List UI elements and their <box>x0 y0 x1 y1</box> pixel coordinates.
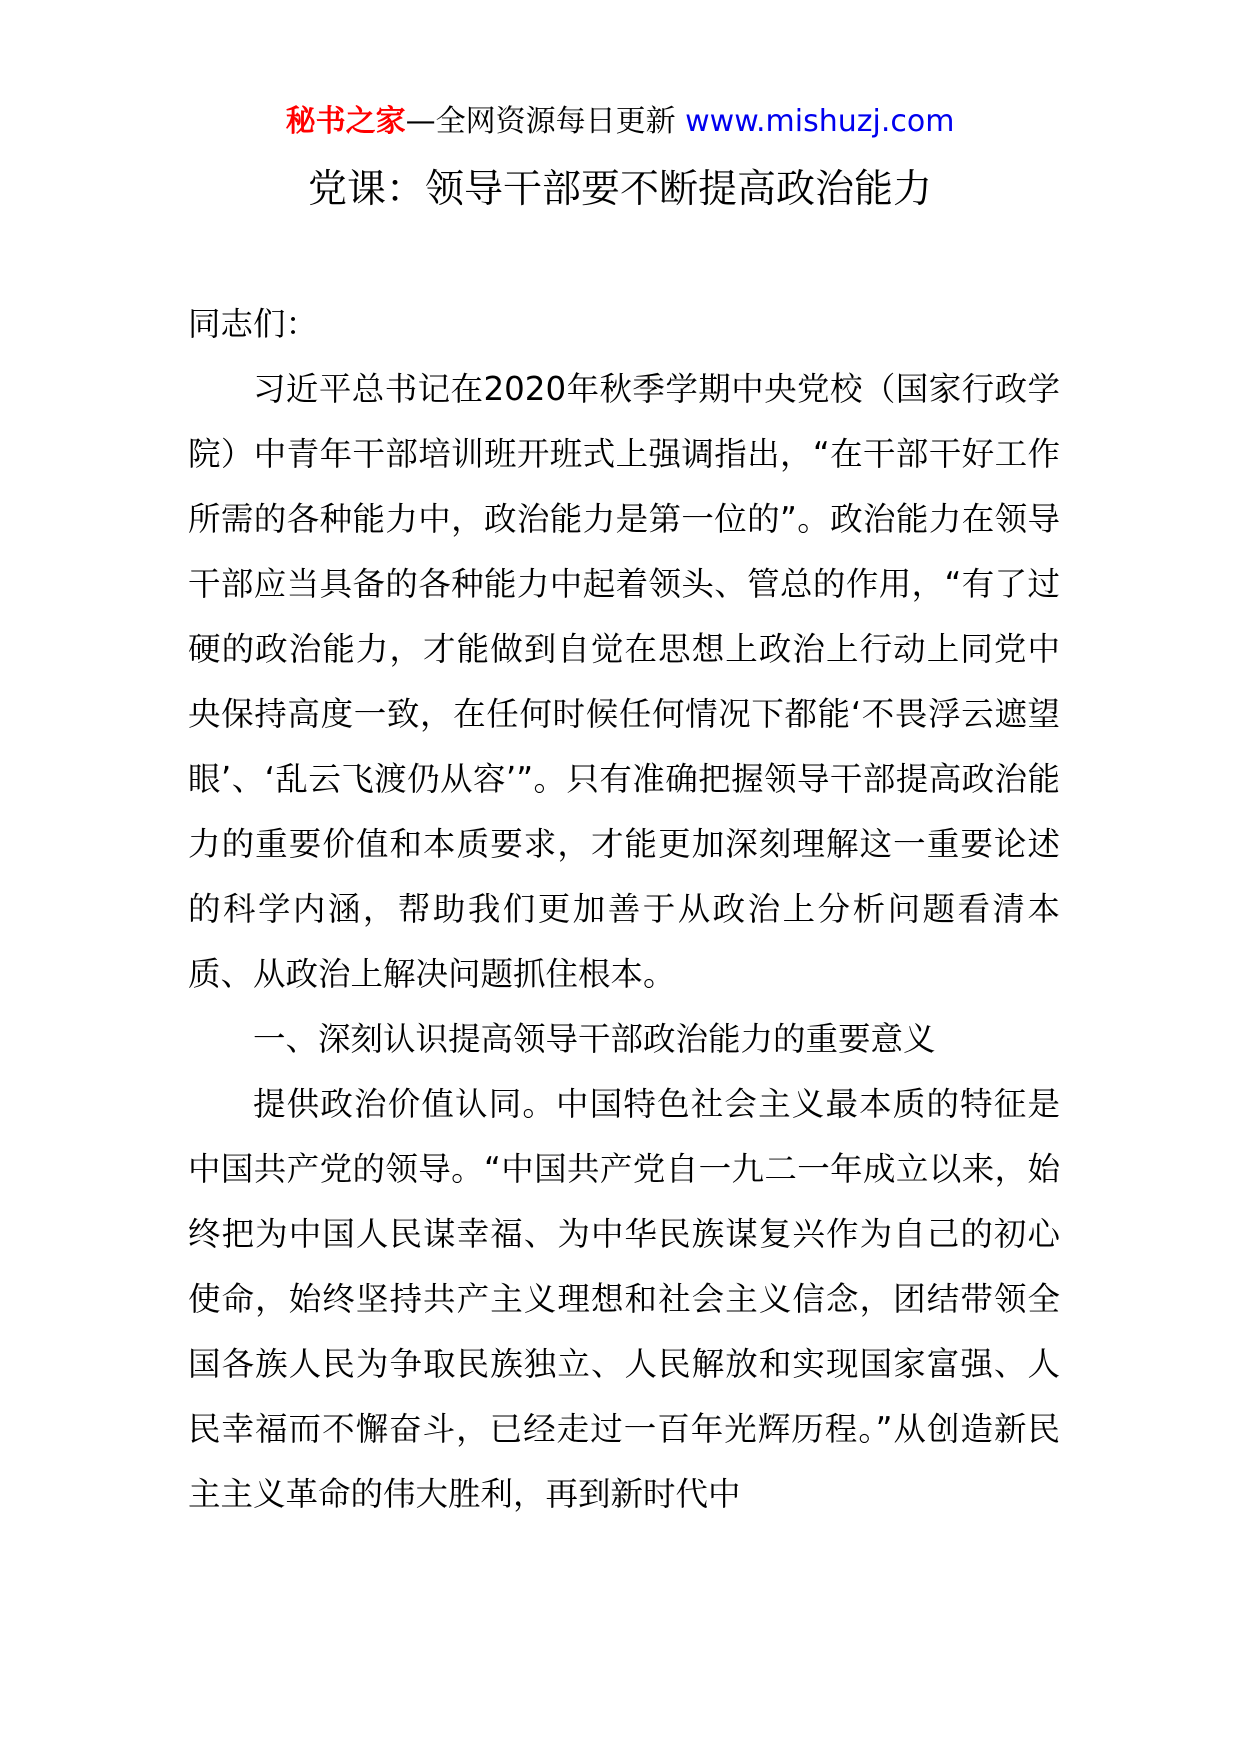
section-heading: 一、深刻认识提高领导干部政治能力的重要意义 <box>253 1020 936 1058</box>
site-tagline: —全网资源每日更新 <box>405 104 686 139</box>
document-body <box>188 292 1060 1527</box>
paragraph-intro: 习近平总书记在2020年秋季学期中央党校（国家行政学院）中青年干部培训班开班式上强调指出，“在干部干好工作所需的各种能力中，政治能力是第一位的”。政治能力在领导干部应当具备的各种能力中起着领头、管总的作用，“有了过硬的政治能力，才能做到自觉在思想上政治上行动上同党中央保持高度一致，在任何时候任何情况下都能‘不畏浮云遮望眼’、‘乱云飞渡仍从容’”。只有准确把握领导干部提高政治能力的重要价值和本质要求，才能更加深刻理解这一重要论述的科学内涵，帮助我们更加善于从政治上分析问题看清本质、从政治上解决问题抓住根本。 <box>188 370 1060 993</box>
site-header <box>0 100 1240 144</box>
paragraph-political-value: 提供政治价值认同。中国特色社会主义最本质的特征是中国共产党的领导。“中国共产党自一九二一年成立以来，始终把为中国人民谋幸福、为中华民族谋复兴作为自己的初心使命，始终坚持共产主义理想和社会主义信念，团结带领全国各族人民为争取民族独立、人民解放和实现国家富强、人民幸福而不懈奋斗，已经走过一百年光辉历程。”从创造新民主主义革命的伟大胜利，再到新时代中 <box>188 1085 1060 1513</box>
salutation: 同志们： <box>188 305 319 343</box>
document-title: 党课：领导干部要不断提高政治能力 <box>307 167 932 212</box>
site-url-link[interactable]: www.mishuzj.com <box>685 104 955 139</box>
site-brand: 秘书之家 <box>285 104 406 139</box>
